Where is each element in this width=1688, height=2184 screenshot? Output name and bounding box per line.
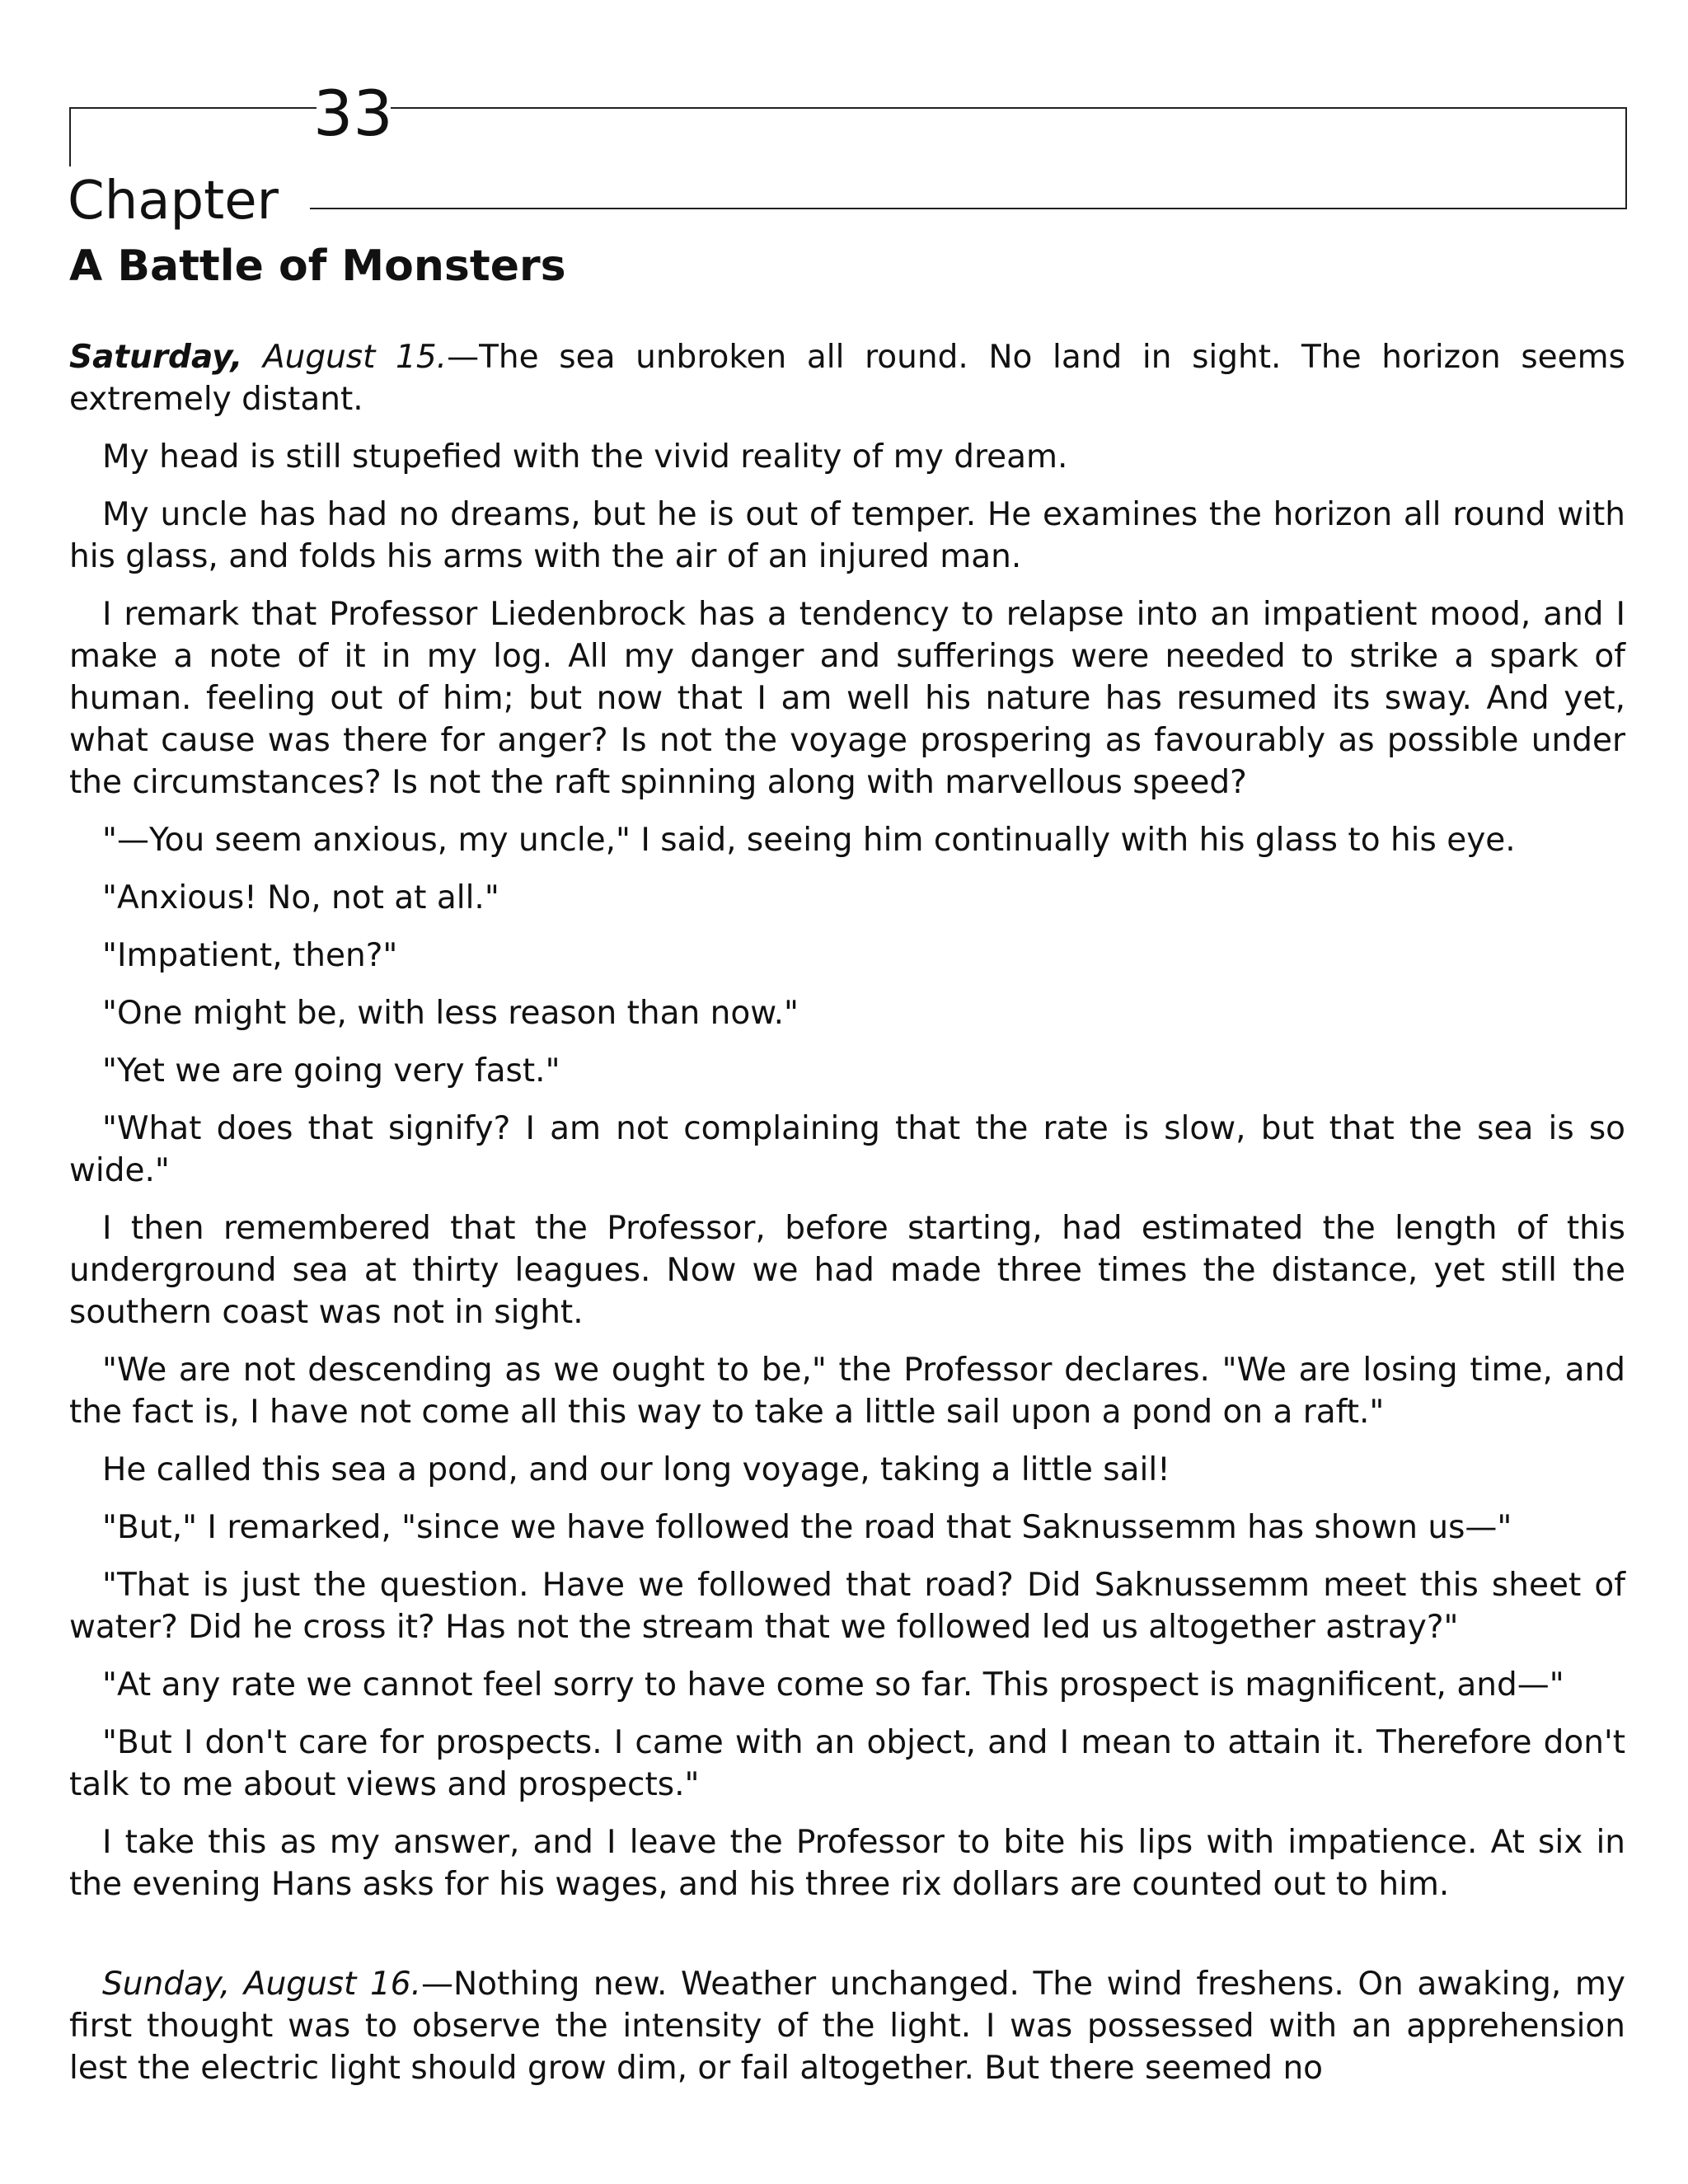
paragraph: My head is still stupefied with the vivid reality of my dream. — [102, 438, 1068, 476]
paragraph: "But I don't care for prospects. I came with an object, and I mean to attain it. Therefore don't talk to me about views and prospects." — [69, 1724, 1625, 1803]
date-heading: Sunday, August 16. — [102, 1966, 421, 2003]
header-rule-right — [1625, 107, 1627, 209]
header-rule-top-right — [391, 107, 1627, 109]
date-weekday: Saturday, — [69, 339, 243, 376]
paragraph: "What does that signify? I am not complaining that the rate is slow, but that the sea is so wide." — [69, 1110, 1625, 1189]
header-rule-left — [69, 107, 71, 166]
paragraph: "—You seem anxious, my uncle," I said, seeing him continually with his glass to his eye. — [102, 822, 1516, 859]
paragraph — [69, 1963, 1625, 2089]
paragraph — [69, 336, 1625, 420]
paragraph-text: —The sea unbroken all round. No land in sight. The horizon seems extremely distant. — [69, 339, 1625, 418]
paragraph: "That is just the question. Have we followed that road? Did Saknussemm meet this sheet of water? Did he cross it? Has not the stream that we followed led us altogether astray?" — [69, 1567, 1625, 1646]
paragraph: "But," I remarked, "since we have followed the road that Saknussemm has shown us—" — [102, 1509, 1512, 1546]
paragraph-text: —Nothing new. Weather unchanged. The wind freshens. On awaking, my first thought was to observe the intensity of the light. I was possessed with an apprehension lest the electric light should grow dim, or fail altogether. But there seemed no — [69, 1966, 1625, 2087]
chapter-header — [69, 107, 1625, 209]
paragraph: "We are not descending as we ought to be," the Professor declares. "We are losing time, and the fact is, I have not come all this way to take a little sail upon a pond on a raft." — [69, 1352, 1625, 1431]
paragraph: "Impatient, then?" — [102, 937, 398, 974]
chapter-label: Chapter — [68, 171, 279, 232]
chapter-body — [69, 336, 1625, 2105]
chapter-number: 33 — [313, 77, 393, 150]
paragraph: "Anxious! No, not at all." — [102, 879, 499, 916]
paragraph: "Yet we are going very fast." — [102, 1052, 560, 1090]
paragraph: I remark that Professor Liedenbrock has a tendency to relapse into an impatient mood, and I make a note of it in my log. All my danger and sufferings were needed to strike a spark of human. feeling out of him; but now that I am well his nature has resumed its sway. And yet, what cause was there for anger? Is not the voyage prospering as favourably as possible under the circumstances? Is not the raft spinning along with marvellous speed? — [69, 596, 1625, 801]
paragraph: He called this sea a pond, and our long voyage, taking a little sail! — [102, 1451, 1170, 1488]
chapter-title: A Battle of Monsters — [69, 241, 566, 291]
date-day: August 15. — [242, 339, 448, 376]
header-rule-bottom — [310, 208, 1627, 209]
paragraph: I then remembered that the Professor, before starting, had estimated the length of this underground sea at thirty leagues. Now we had made three times the distance, yet still the southern coast was not in sight. — [69, 1210, 1625, 1331]
paragraph: My uncle has had no dreams, but he is out of temper. He examines the horizon all round with his glass, and folds his arms with the air of an injured man. — [69, 496, 1625, 575]
paragraph: "At any rate we cannot feel sorry to have come so far. This prospect is magnificent, and—" — [102, 1666, 1564, 1704]
paragraph: I take this as my answer, and I leave the Professor to bite his lips with impatience. At six in the evening Hans asks for his wages, and his three rix dollars are counted out to him. — [69, 1824, 1625, 1903]
header-rule-top-left — [69, 107, 316, 109]
paragraph: "One might be, with less reason than now." — [102, 995, 799, 1032]
